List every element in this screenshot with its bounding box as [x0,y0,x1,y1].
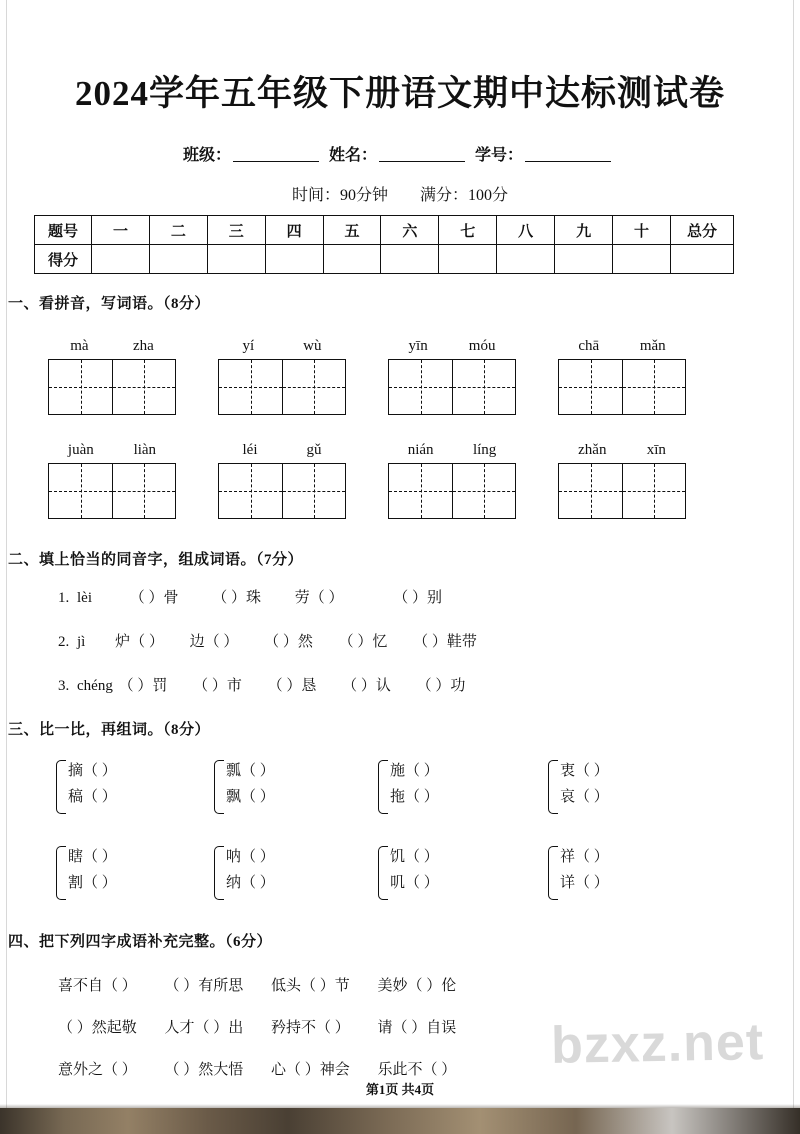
pinyin-word-8 [558,442,686,519]
idiom-item[interactable]: 喜不自（ ） [58,978,137,994]
score-cell-2[interactable] [149,245,207,274]
idiom-item[interactable]: 美妙（ ）伦 [377,978,457,994]
item-number: 2. [58,634,70,650]
pinyin-syllable: xīn [646,442,666,458]
page-edge-left [6,0,7,1108]
homophone-item[interactable]: （ ）恳 [267,678,317,694]
idiom-item[interactable]: 心（ ）神会 [271,1062,350,1078]
name-blank[interactable] [379,146,465,162]
compare-pair-4 [548,758,609,810]
compare-word-bottom[interactable]: 拖（ ） [390,789,439,805]
compare-word-top[interactable]: 施（ ） [390,763,439,779]
item-number: 3. [58,678,70,694]
pinyin-syllable: juàn [67,442,94,458]
score-cell-8[interactable] [497,245,555,274]
page-edge-right [793,0,794,1108]
section-heading-2: 二、填上恰当的同音字，组成词语。（7分） [8,552,304,568]
compare-word-bottom[interactable]: 叽（ ） [390,875,439,891]
compare-word-bottom[interactable]: 割（ ） [68,875,117,891]
idiom-item[interactable]: （ ）然大悟 [164,1062,244,1078]
brace-icon [378,760,388,814]
compare-word-bottom[interactable]: 飘（ ） [226,789,275,805]
score-head-9: 九 [555,216,613,245]
homophone-pinyin: jì [77,634,86,650]
exam-meta-line [0,182,800,205]
pinyin-syllable: zha [132,338,154,354]
score-head-2: 二 [149,216,207,245]
homophone-line-3 [58,674,465,695]
homophone-pinyin: chéng [77,678,113,694]
score-head-7: 七 [439,216,497,245]
homophone-item[interactable]: （ ）罚 [118,678,168,694]
homophone-item[interactable]: 边（ ） [189,634,239,650]
pinyin-word-5 [48,442,176,519]
tianzige-box[interactable] [218,463,346,519]
class-label: 班级： [182,147,231,164]
brace-icon [56,760,66,814]
score-head-total: 总分 [671,216,734,245]
score-head-3: 三 [207,216,265,245]
score-row-label: 得分 [35,245,92,274]
pinyin-syllable: nián [407,442,434,458]
idiom-item[interactable]: 乐此不（ ） [377,1062,457,1078]
class-blank[interactable] [233,146,319,162]
compare-word-top[interactable]: 瞎（ ） [68,849,117,865]
pinyin-syllable: zhǎn [578,442,607,458]
score-cell-1[interactable] [92,245,150,274]
score-cell-9[interactable] [555,245,613,274]
pinyin-word-6 [218,442,346,519]
pinyin-syllable: yīn [408,338,428,354]
tianzige-box[interactable] [388,359,516,415]
score-cell-total[interactable] [671,245,734,274]
section-heading-4: 四、把下列四字成语补充完整。（6分） [8,934,273,950]
compare-word-top[interactable]: 饥（ ） [390,849,439,865]
idiom-item[interactable]: 人才（ ）出 [164,1020,244,1036]
pinyin-syllable: móu [468,338,496,354]
watermark: bzxz.net [550,1013,765,1075]
compare-word-top[interactable]: 瓢（ ） [226,763,275,779]
pinyin-word-1 [48,338,176,415]
score-head-0: 题号 [35,216,92,245]
tianzige-box[interactable] [48,463,176,519]
compare-word-bottom[interactable]: 详（ ） [560,875,609,891]
pinyin-word-4 [558,338,686,415]
score-head-5: 五 [323,216,381,245]
compare-word-bottom[interactable]: 纳（ ） [226,875,275,891]
compare-word-top[interactable]: 呐（ ） [226,849,275,865]
pinyin-syllable: yí [242,338,255,354]
score-cell-5[interactable] [323,245,381,274]
homophone-item[interactable]: （ ）然 [264,634,313,650]
compare-pair-8 [548,844,609,896]
tianzige-box[interactable] [48,359,176,415]
homophone-line-1 [58,586,442,607]
homophone-pinyin: lèi [77,590,92,606]
score-cell-6[interactable] [381,245,439,274]
homophone-line-2 [58,630,477,651]
section-heading-1: 一、看拼音，写词语。（8分） [8,296,211,312]
pinyin-write-row-1 [48,338,686,415]
idiom-line-1 [58,974,456,995]
brace-icon [548,846,558,900]
compare-word-top[interactable]: 摘（ ） [68,763,117,779]
exam-full-score: 满分：100分 [420,187,509,204]
pinyin-syllable: gǔ [306,442,322,458]
compare-pair-2 [214,758,275,810]
score-cell-4[interactable] [265,245,323,274]
idiom-line-3 [58,1058,456,1079]
pinyin-syllable: líng [472,442,497,458]
item-number: 1. [58,590,70,606]
score-head-10: 十 [613,216,671,245]
pinyin-word-2 [218,338,346,415]
homophone-item[interactable]: （ ）功 [416,678,466,694]
compare-pair-6 [214,844,275,896]
table-row [35,245,734,274]
pinyin-syllable: chā [578,338,600,354]
pinyin-word-3 [388,338,516,415]
idiom-item[interactable]: 低头（ ）节 [271,978,350,994]
homophone-item[interactable]: 劳（ ） [294,590,344,606]
compare-word-top[interactable]: 祥（ ） [560,849,609,865]
pinyin-syllable: mà [70,338,89,354]
pinyin-word-7 [388,442,516,519]
brace-icon [548,760,558,814]
tianzige-box[interactable] [388,463,516,519]
student-id-label: 学号： [475,147,524,164]
idiom-item[interactable]: （ ）然起敬 [58,1020,137,1036]
compare-word-top[interactable]: 衷（ ） [560,763,609,779]
score-cell-10[interactable] [613,245,671,274]
student-info-line [0,142,800,165]
score-cell-3[interactable] [207,245,265,274]
homophone-item[interactable]: 炉（ ） [115,634,164,650]
pinyin-syllable: mǎn [639,338,666,354]
compare-word-bottom[interactable]: 稿（ ） [68,789,117,805]
homophone-item[interactable]: （ ）骨 [129,590,179,606]
student-id-blank[interactable] [525,146,611,162]
idiom-line-2 [58,1016,456,1037]
brace-icon [214,760,224,814]
brace-icon [56,846,66,900]
compare-word-bottom[interactable]: 哀（ ） [560,789,609,805]
pinyin-syllable: liàn [133,442,157,458]
score-table [34,215,734,274]
compare-pair-7 [378,844,439,896]
score-cell-7[interactable] [439,245,497,274]
homophone-item[interactable]: （ ）珠 [212,590,262,606]
pinyin-syllable: wù [303,338,322,354]
homophone-item[interactable]: （ ）认 [342,678,391,694]
score-head-6: 六 [381,216,439,245]
exam-duration: 时间：90分钟 [291,187,388,204]
idiom-item[interactable]: 意外之（ ） [58,1062,137,1078]
tianzige-box[interactable] [218,359,346,415]
score-head-8: 八 [497,216,555,245]
compare-pair-5 [56,844,117,896]
homophone-item[interactable]: （ ）别 [393,590,443,606]
tianzige-box[interactable] [558,359,686,415]
score-head-1: 一 [92,216,150,245]
compare-pair-1 [56,758,117,810]
pinyin-syllable: léi [242,442,258,458]
compare-pair-3 [378,758,439,810]
idiom-item[interactable]: 矜持不（ ） [271,1020,350,1036]
page-footer: 第1页 共4页 [365,1082,435,1097]
homophone-item[interactable]: （ ）市 [193,678,242,694]
scan-desk-edge [0,1108,800,1134]
score-head-4: 四 [265,216,323,245]
brace-icon [214,846,224,900]
page-title: 2024学年五年级下册语文期中达标测试卷 [74,74,725,113]
tianzige-box[interactable] [558,463,686,519]
brace-icon [378,846,388,900]
pinyin-write-row-2 [48,442,686,519]
idiom-item[interactable]: （ ）有所思 [164,978,244,994]
homophone-item[interactable]: （ ）鞋带 [413,634,477,650]
name-label: 姓名： [328,147,377,164]
homophone-item[interactable]: （ ）忆 [338,634,388,650]
table-row [35,216,734,245]
section-heading-3: 三、比一比，再组词。（8分） [8,722,211,738]
idiom-item[interactable]: 请（ ）自误 [377,1020,457,1036]
